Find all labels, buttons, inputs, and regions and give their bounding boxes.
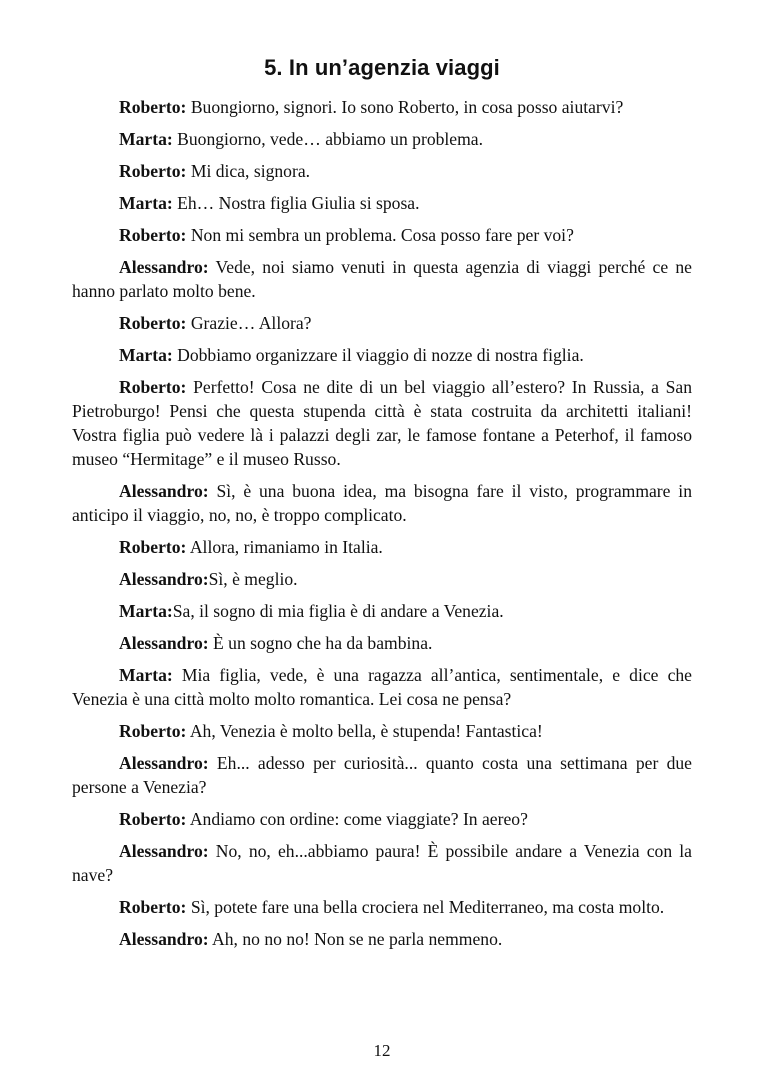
dialogue-line — [72, 567, 692, 591]
dialogue-line — [72, 599, 692, 623]
dialogue-text: Mi dica, signora. — [186, 161, 311, 181]
dialogue-text: Mia figlia, vede, è una ragazza all’antica, sentimentale, e dice che Venezia è una città molto molto romantica. Lei cosa ne pensa? — [72, 665, 692, 709]
dialogue-text: Buongiorno, signori. Io sono Roberto, in cosa posso aiutarvi? — [186, 97, 624, 117]
dialogue-text: No, no, eh...abbiamo paura! È possibile andare a Venezia con la nave? — [72, 841, 692, 885]
speaker-name: Roberto: — [119, 161, 187, 181]
dialogue-text: Vede, noi siamo venuti in questa agenzia di viaggi perché ce ne hanno parlato molto bene. — [72, 257, 692, 301]
dialogue-line — [72, 95, 692, 119]
speaker-name: Roberto: — [119, 537, 187, 557]
speaker-name: Marta: — [119, 665, 173, 685]
speaker-name: Roberto: — [119, 897, 187, 917]
speaker-name: Marta: — [119, 601, 173, 621]
dialogue-body — [72, 95, 692, 959]
dialogue-line — [72, 479, 692, 527]
dialogue-text: Sì, potete fare una bella crociera nel Mediterraneo, ma costa molto. — [186, 897, 665, 917]
dialogue-text: Sì, è una buona idea, ma bisogna fare il visto, programmare in anticipo il viaggio, no, no, è troppo complicato. — [72, 481, 692, 525]
speaker-name: Alessandro: — [119, 929, 209, 949]
dialogue-text: Eh… Nostra figlia Giulia si sposa. — [172, 193, 420, 213]
dialogue-text: Allora, rimaniamo in Italia. — [186, 537, 383, 557]
speaker-name: Alessandro: — [119, 753, 209, 773]
dialogue-line — [72, 159, 692, 183]
dialogue-line — [72, 255, 692, 303]
speaker-name: Roberto: — [119, 97, 187, 117]
speaker-name: Alessandro: — [119, 633, 209, 653]
speaker-name: Marta: — [119, 345, 173, 365]
dialogue-line — [72, 631, 692, 655]
dialogue-text: È un sogno che ha da bambina. — [208, 633, 433, 653]
speaker-name: Roberto: — [119, 721, 187, 741]
dialogue-text: Dobbiamo organizzare il viaggio di nozze di nostra figlia. — [172, 345, 584, 365]
speaker-name: Marta: — [119, 129, 173, 149]
speaker-name: Roberto: — [119, 225, 187, 245]
dialogue-line — [72, 895, 692, 919]
dialogue-line — [72, 927, 692, 951]
page-number: 12 — [373, 1041, 391, 1060]
speaker-name: Roberto: — [119, 809, 187, 829]
dialogue-text: Ah, Venezia è molto bella, è stupenda! Fantastica! — [186, 721, 543, 741]
dialogue-line — [72, 223, 692, 247]
speaker-name: Alessandro: — [119, 257, 209, 277]
dialogue-line — [72, 127, 692, 151]
speaker-name: Marta: — [119, 193, 173, 213]
dialogue-text: Grazie… Allora? — [186, 313, 312, 333]
dialogue-line — [72, 535, 692, 559]
chapter-title: 5. In un’agenzia viaggi — [264, 55, 500, 80]
dialogue-line — [72, 311, 692, 335]
dialogue-line — [72, 719, 692, 743]
speaker-name: Alessandro: — [119, 569, 209, 589]
dialogue-text: Perfetto! Cosa ne dite di un bel viaggio all’estero? In Russia, a San Pietroburgo! Pensi che questa stupenda città è stata costruita da architetti italiani! Vostra figlia può vedere là i palazzi degli zar, le famose fontane a Peterhof, il famoso museo “Hermitage” e il museo Russo. — [72, 377, 692, 469]
speaker-name: Roberto: — [119, 377, 187, 397]
dialogue-text: Andiamo con ordine: come viaggiate? In aereo? — [186, 809, 528, 829]
dialogue-line — [72, 839, 692, 887]
dialogue-text: Ah, no no no! Non se ne parla nemmeno. — [208, 929, 503, 949]
dialogue-text: Non mi sembra un problema. Cosa posso fare per voi? — [186, 225, 574, 245]
dialogue-text: Buongiorno, vede… abbiamo un problema. — [172, 129, 484, 149]
dialogue-line — [72, 807, 692, 831]
dialogue-text: Sa, il sogno di mia figlia è di andare a Venezia. — [172, 601, 504, 621]
dialogue-line — [72, 751, 692, 799]
dialogue-text: Eh... adesso per curiosità... quanto costa una settimana per due persone a Venezia? — [72, 753, 692, 797]
dialogue-line — [72, 191, 692, 215]
dialogue-text: Sì, è meglio. — [208, 569, 298, 589]
speaker-name: Alessandro: — [119, 481, 209, 501]
dialogue-line — [72, 375, 692, 471]
speaker-name: Alessandro: — [119, 841, 209, 861]
speaker-name: Roberto: — [119, 313, 187, 333]
dialogue-line — [72, 343, 692, 367]
dialogue-line — [72, 663, 692, 711]
